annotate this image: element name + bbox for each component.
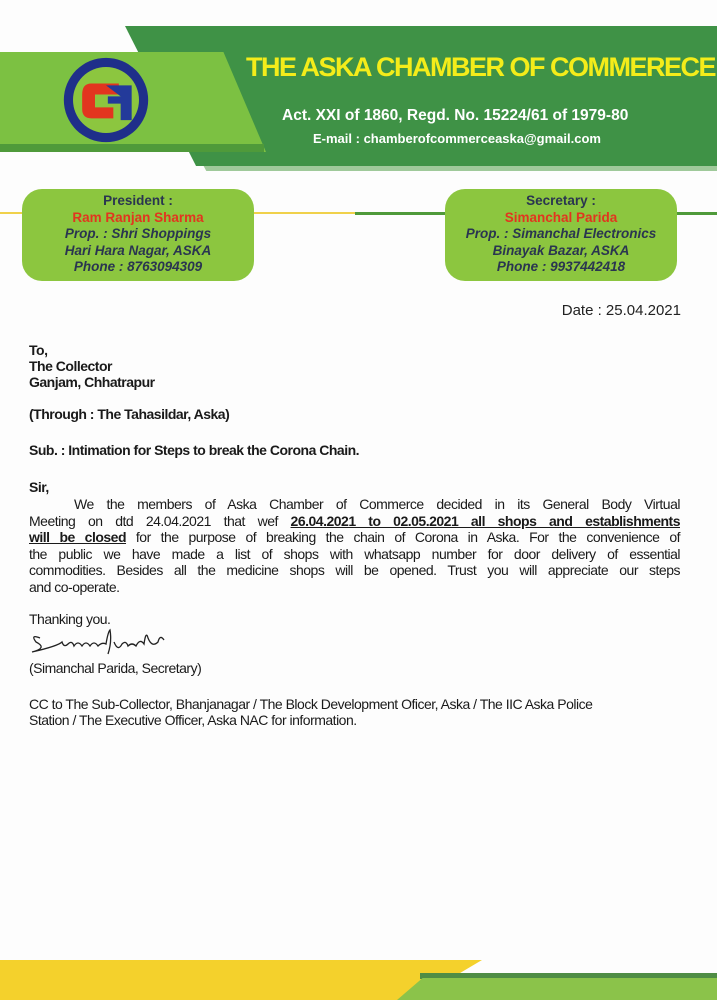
- president-name: Ram Ranjan Sharma: [72, 209, 204, 225]
- registration-info: Act. XXI of 1860, Regd. No. 15224/61 of 1979-80: [282, 107, 629, 124]
- president-box: [22, 189, 254, 281]
- body-line: and co-operate.: [29, 578, 120, 595]
- closure-notice: will be closed: [29, 529, 127, 546]
- through-line: (Through : The Tahasildar, Aska): [29, 406, 230, 422]
- body-text: Meeting on dtd 24.04.2021 that wef: [29, 512, 291, 529]
- body-line: We the members of Aska Chamber of Commerce decided in its General Body Virtual: [74, 496, 680, 512]
- footer-band-green: [397, 978, 717, 1000]
- cc-line: Station / The Executive Officer, Aska NAC for information.: [29, 712, 357, 728]
- signatory: (Simanchal Parida, Secretary): [29, 660, 202, 676]
- president-prop: Prop. : Shri Shoppings: [64, 226, 212, 241]
- closing: Thanking you.: [29, 611, 111, 627]
- secretary-phone: Phone : 9937442418: [496, 259, 626, 274]
- body-line: [29, 529, 680, 546]
- salutation: Sir,: [29, 479, 49, 495]
- body-line: [29, 513, 680, 530]
- secretary-name: Simanchal Parida: [504, 209, 618, 225]
- letter-date: Date : 25.04.2021: [561, 302, 681, 319]
- president-address: Hari Hara Nagar, ASKA: [64, 242, 212, 258]
- secretary-box: [445, 189, 677, 281]
- subject-line: Sub. : Intimation for Steps to break the Corona Chain.: [29, 442, 360, 458]
- secretary-label: Secretary :: [526, 193, 596, 208]
- addressee-place: Ganjam, Chhatrapur: [29, 374, 155, 390]
- email-address: E-mail : chamberofcommerceaska@gmail.com: [313, 131, 601, 146]
- body-text: for the purpose of breaking the chain of Corona in Aska. For the convenience of: [126, 529, 681, 546]
- president-label: President :: [103, 193, 173, 208]
- cc-line: CC to The Sub-Collector, Bhanjanagar / The Block Development Oficer, Aska / The IIC Aska Police: [29, 696, 593, 712]
- body-line: commodities. Besides all the medicine shops will be opened. Trust you will appreciate our steps: [29, 562, 680, 579]
- secretary-address: Binayak Bazar, ASKA: [492, 242, 630, 258]
- addressee: The Collector: [29, 358, 112, 374]
- header-accent-edge: [0, 144, 264, 152]
- signature: [28, 628, 178, 656]
- closure-dates: 26.04.2021 to 02.05.2021 all shops and establishments: [290, 512, 680, 529]
- body-line: the public we have made a list of shops with whatsapp number for door delivery of essential: [29, 545, 680, 562]
- secretary-prop: Prop. : Simanchal Electronics: [465, 226, 657, 241]
- letter-body: [29, 496, 680, 596]
- president-phone: Phone : 8763094309: [73, 259, 203, 274]
- chamber-logo: [62, 56, 150, 144]
- organization-name: THE ASKA CHAMBER OF COMMERECE: [246, 52, 715, 82]
- to-line: To,: [29, 342, 48, 358]
